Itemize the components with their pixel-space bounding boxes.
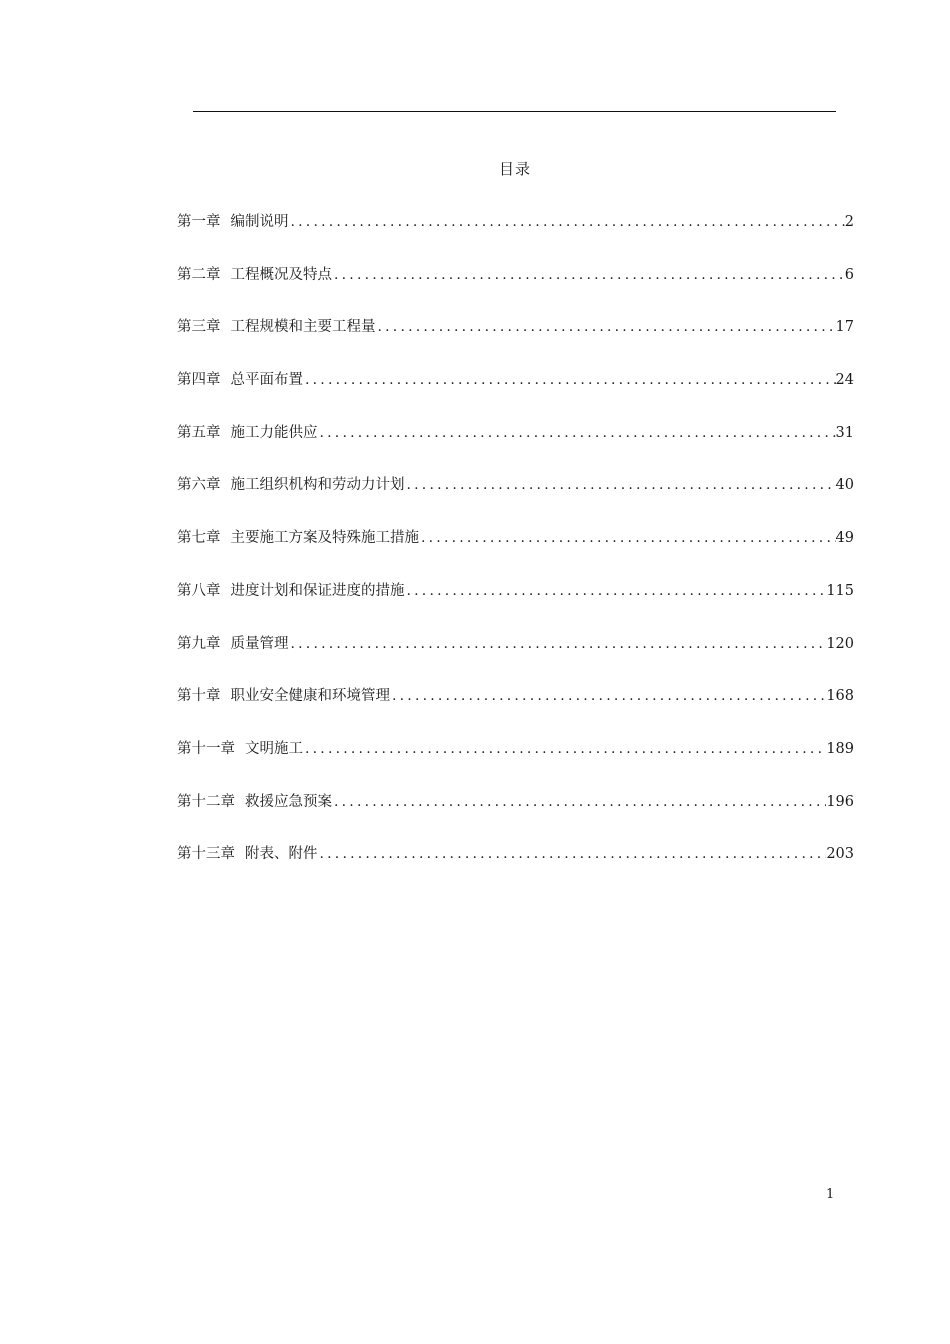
toc-page-number: 189: [826, 740, 854, 757]
toc-page-number: 6: [844, 266, 854, 283]
dot-leader: [289, 208, 845, 236]
toc-chapter-number: 第十三章: [177, 846, 235, 863]
toc-chapter-number: 第五章: [177, 424, 221, 441]
toc-entry-title: 职业安全健康和环境管理: [230, 688, 390, 705]
toc-entry[interactable]: [177, 261, 854, 314]
toc-entry[interactable]: [177, 471, 854, 524]
toc-page-number: 115: [826, 582, 854, 599]
toc-chapter-number: 第六章: [177, 477, 221, 494]
toc-entry[interactable]: [177, 682, 854, 735]
toc-page-number: 203: [826, 846, 854, 863]
toc-chapter-number: 第四章: [177, 372, 221, 389]
toc-entry[interactable]: [177, 577, 854, 630]
header-rule: [193, 111, 836, 112]
toc-page-number: 24: [835, 372, 854, 389]
dot-leader: [405, 471, 836, 499]
toc-entry[interactable]: [177, 366, 854, 419]
dot-leader: [376, 313, 836, 341]
toc-chapter-number: 第七章: [177, 530, 221, 547]
toc-entry-title: 编制说明: [230, 214, 289, 230]
toc-page-number: 168: [826, 688, 854, 705]
toc-entry[interactable]: [177, 630, 854, 683]
toc-page-number: 2: [844, 214, 854, 230]
dot-leader: [332, 261, 845, 289]
toc-entry-title: 救援应急预案: [245, 793, 332, 810]
toc-entry-title: 工程规模和主要工程量: [230, 319, 376, 336]
toc-entry[interactable]: [177, 788, 854, 841]
dot-leader: [332, 788, 826, 816]
toc-chapter-number: 第十章: [177, 688, 221, 705]
toc-entry-title: 附表、附件: [245, 846, 318, 863]
page-number: 1: [826, 1187, 835, 1202]
toc-page-number: 120: [826, 635, 854, 652]
toc-chapter-number: 第二章: [177, 266, 221, 283]
toc-entry[interactable]: [177, 840, 854, 893]
toc-page-number: 31: [835, 424, 854, 441]
toc-page-number: 40: [835, 477, 854, 494]
toc-entry-title: 施工力能供应: [230, 424, 318, 441]
toc-chapter-number: 第九章: [177, 635, 221, 652]
toc-entry-title: 施工组织机构和劳动力计划: [230, 477, 405, 494]
dot-leader: [303, 366, 836, 394]
toc-chapter-number: 第十二章: [177, 793, 235, 810]
dot-leader: [318, 840, 827, 868]
toc-entry-title: 进度计划和保证进度的措施: [230, 582, 405, 599]
toc-chapter-number: 第八章: [177, 582, 221, 599]
toc-entry-title: 质量管理: [230, 635, 289, 652]
toc-chapter-number: 第一章: [177, 214, 221, 230]
toc-entry-title: 工程概况及特点: [230, 266, 332, 283]
dot-leader: [405, 577, 827, 605]
toc-page-number: 49: [835, 530, 854, 547]
toc-page-number: 17: [835, 319, 854, 336]
toc-entry-title: 文明施工: [245, 740, 303, 757]
toc-entry[interactable]: [177, 313, 854, 366]
toc-chapter-number: 第三章: [177, 319, 221, 336]
dot-leader: [419, 524, 836, 552]
toc-title: 目录: [498, 160, 531, 178]
toc-page-number: 196: [826, 793, 854, 810]
toc-list: [177, 208, 854, 893]
toc-entry[interactable]: [177, 419, 854, 472]
toc-entry[interactable]: [177, 524, 854, 577]
toc-entry-title: 主要施工方案及特殊施工措施: [230, 530, 419, 547]
toc-chapter-number: 第十一章: [177, 740, 235, 757]
toc-entry[interactable]: [177, 208, 854, 261]
toc-entry[interactable]: [177, 735, 854, 788]
toc-entry-title: 总平面布置: [230, 372, 303, 389]
dot-leader: [303, 735, 826, 763]
dot-leader: [318, 419, 836, 447]
dot-leader: [289, 630, 827, 658]
dot-leader: [390, 682, 826, 710]
